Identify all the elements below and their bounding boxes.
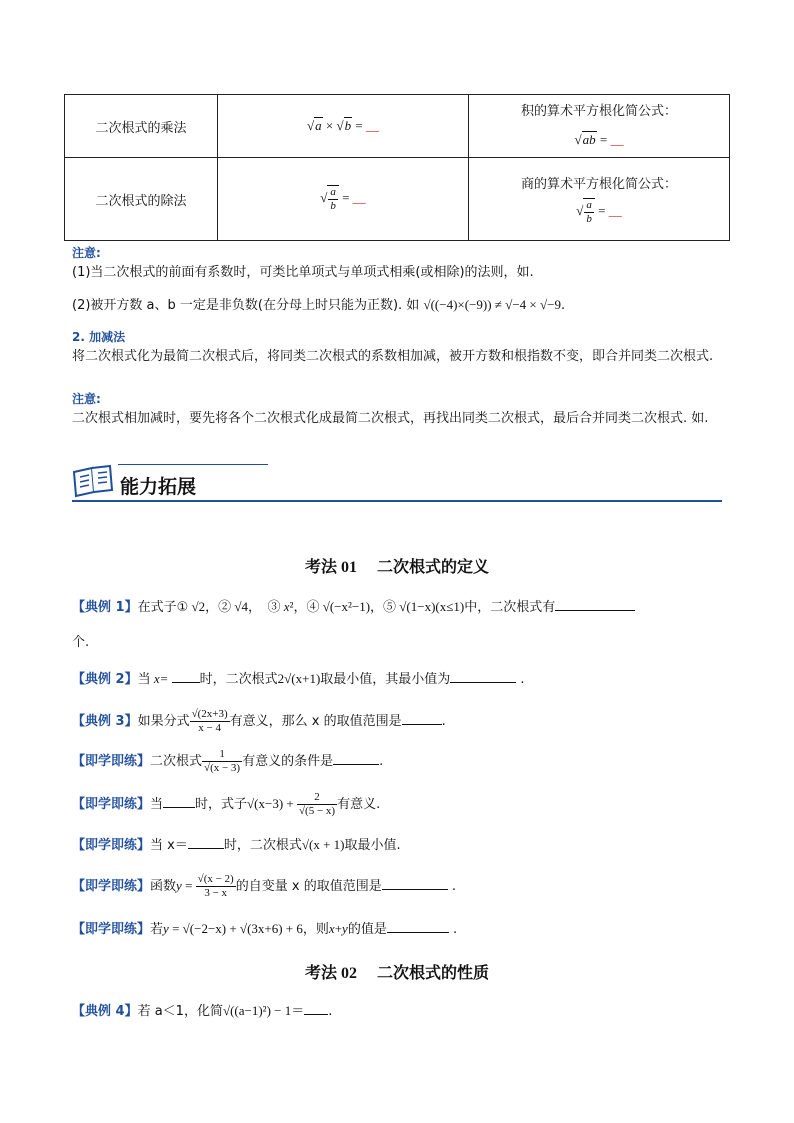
rule-note: 积的算术平方根化简公式： √ab = __ (469, 95, 730, 158)
problem-6: 【即学即练】当 x＝ 时，二次根式√(x + 1)取最小值. (72, 834, 722, 857)
problem-4: 【即学即练】二次根式 $\frac{1}{√(x - 3)}$ 有意义的条件是 . (72, 748, 384, 774)
problem-8: 【即学即练】若y = √(−2−x) + √(3x+6) + 6，则x+y的值是 . (72, 918, 722, 941)
section2-title: 2. 加减法 (72, 330, 126, 344)
rules-table (64, 94, 730, 241)
problem-3: 【典例 3】如果分式 $\frac{√(2x+3)}{x - 4}$ 有意义，那么 x 的取值范围是 . (72, 708, 446, 734)
problem-1-end: 个. (72, 635, 90, 650)
rule-formula: √ $\frac{a}{b}$ = __ (218, 158, 469, 241)
table-row (65, 158, 730, 241)
banner-title: 能力拓展 (120, 476, 197, 498)
table-row (65, 95, 730, 158)
problem-2: 【典例 2】当 x= 时，二次根式2√(x+1)取最小值，其最小值为 . (72, 668, 722, 691)
section2-note-title: 注意: (72, 392, 101, 406)
problem-1: 【典例 1】在式子① √2，② √4， ③ x²，④ √(−x²−1)，⑤ √(1−x)(x≤1)中，二次根式有 (72, 596, 722, 619)
note-item-1: (1)当二次根式的前面有系数时，可类比单项式与单项式相乘(或相除)的法则，如. (72, 265, 534, 280)
rule-name: 二次根式的乘法 (65, 95, 218, 158)
problem-9: 【典例 4】若 a＜1，化简√((a−1)²) − 1＝ . (72, 1000, 722, 1023)
banner-top-rule (118, 464, 268, 465)
problem-5: 【即学即练】当 时，式子√(x−3) + $\frac{2}{√(5 - x)}$ 有意义. (72, 791, 381, 817)
note-title: 注意: (72, 246, 101, 260)
problem-7: 【即学即练】函数y = $\frac{√(x - 2)}{3 - x}$ 的自变量 x 的取值范围是 . (72, 873, 456, 899)
kaofa-01-heading: 考法 01 二次根式的定义 (304, 559, 490, 576)
section2-body: 将二次根式化为最简二次根式后，将同类二次根式的系数相加减，被开方数和根指数不变，即合并同类二次根式. (72, 349, 714, 364)
note-item-2: (2)被开方数 a、b 一定是非负数(在分母上时只能为正数). 如 √((−4)×(−9)) ≠ √−4 × √−9. (72, 297, 566, 313)
rule-name: 二次根式的除法 (65, 158, 218, 241)
rule-formula: √a × √b = __ (218, 95, 469, 158)
section2-note-body: 二次根式相加减时，要先将各个二次根式化成最简二次根式，再找出同类二次根式，最后合并同类二次根式. 如. (72, 411, 709, 426)
banner (72, 464, 722, 504)
rule-note: 商的算术平方根化简公式： √ $\frac{a}{b}$ = __ (469, 158, 730, 241)
banner-rule (72, 500, 722, 502)
book-icon (72, 464, 116, 500)
kaofa-02-heading: 考法 02 二次根式的性质 (304, 965, 490, 982)
